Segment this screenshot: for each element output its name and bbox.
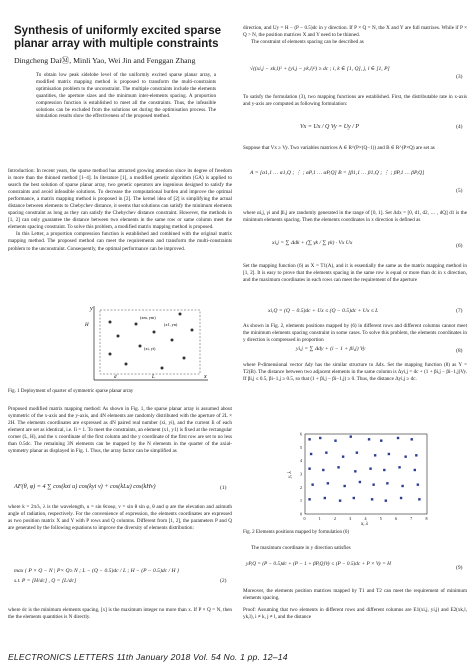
right-paragraph-10: Moreover, the elements position matrices mapped by T1 and T2 can meet the requirement of minimum elements spacing. (243, 588, 467, 602)
fig2-xtick: 5 (379, 516, 382, 521)
fig2-point (385, 499, 387, 501)
equation-9: yP,Q = (P − 0.5)dc + (P − 1 + βP,Q)Vy ≤ (P − 0.5)dc + P × Vy = H (246, 561, 392, 567)
fig2-point (308, 498, 310, 500)
fig2-xtick: 6 (395, 516, 397, 521)
right-paragraph-7: As shown in Fig. 2, elements positions mapped by (6) in different rows and different columns cannot meet the minimum elements spacing constraint in some cases. To solve this problem, the elements coordinates in y direction is compressed in proportion (243, 323, 467, 344)
fig2-xtick: 1 (318, 516, 321, 521)
fig2-point (311, 483, 313, 485)
right-paragraph-5: where αi,j, γi and βi,j are randomly generated in the range of [0, 1]. Set Δdx = [0, d1, d2, … , dQ] d1 is the minimum elements spacing. Then the elements coordinates in x direction is defined as (243, 210, 467, 224)
equation-4-number: (4) (456, 124, 463, 130)
fig2-point (308, 438, 310, 440)
equation-6: xi,j = ∑ Δdk + (∑ γk / ∑ γk) · Vx Ux (272, 240, 353, 246)
right-paragraph-11: Proof: Assuming that two elements in different rows and different columns are E1(xi,j, yi,j) and E2(xk,l, yk,l), i ≠ k, j ≠ l, and the distance (243, 607, 467, 621)
fig2-point (383, 469, 385, 471)
equation-9-number: (9) (456, 565, 463, 571)
fig2-point (418, 498, 420, 500)
fig2-point (400, 497, 402, 499)
figure-2-caption: Fig. 2 Elements positions mapped by formulation (6) (243, 530, 350, 535)
fig2-ytick: 5 (300, 444, 302, 450)
fig2-ytick: 3 (300, 471, 302, 477)
equation-8-number: (8) (456, 348, 463, 354)
fig2-point (404, 455, 406, 457)
fig2-ytick: 0 (300, 511, 302, 517)
right-paragraph-4: Suppose that Vx ≥ Vy. Two variables matrices A ∈ R^(P×(Q−1)) and B ∈ R^(P×Q) are set as (243, 145, 435, 151)
fig2-point (354, 470, 356, 472)
fig2-point (342, 455, 344, 457)
equation-4: Vx = Ux / Q Vy = Uy / P (300, 124, 360, 130)
fig1-l-label: L (152, 375, 155, 380)
fig1-x-label: x (204, 374, 207, 380)
fig2-xtick: 3 (349, 516, 352, 521)
equation-7-number: (7) (456, 308, 463, 314)
figure-1-caption: Fig. 1 Deployment of quarter of symmetric sparse planar array (8, 389, 134, 394)
fig2-point (368, 438, 370, 440)
paper-title: Synthesis of uniformly excited sparse planar array with multiple constraints (14, 25, 222, 50)
equation-3: √((xi,j − xk,l)² + (yi,j − yk,l)²) ≥ dc ; i, k ∈ [1, Q], j, l ∈ [1, P] (250, 66, 390, 72)
fig1-label-1: (xm, ym) (140, 315, 156, 320)
fig2-ytick: 2 (300, 484, 302, 490)
right-paragraph-2: The constraint of elements spacing can be described as (251, 39, 364, 46)
fig2-ytick: 4 (300, 458, 302, 464)
fig2-point (411, 438, 413, 440)
fig2-point (369, 467, 371, 469)
right-paragraph-8: where P-dimensional vector Δdy has the similar structure to Δdx. Set the mapping function (8) as Y = T2(B). The distance between two adjacent elements in the same column is Δyi,j = dc + (1 + βi,j − βi−1,j)Vy. If βi,j ≤ 0.5, βi−1,j ≥ 0.5, so that (1 + βi,j − βi−1,j) ≥ 0. Thus, the distance Δyi,j ≥ dc. (243, 362, 467, 383)
fig2-x-label: x, λ (361, 522, 368, 526)
after-eq2-paragraph: where dc is the minimum elements spacing, [x] is the maximum integer no more than x. If P × Q = N, then the the elements quantities is N directly. (8, 607, 232, 621)
fig2-point (386, 482, 388, 484)
fig2-point (325, 451, 327, 453)
fig2-point (319, 437, 321, 439)
fig1-label-3: (xi, yi) (144, 346, 156, 351)
right-paragraph-9: The maximum coordinate in y direction satisfies (251, 545, 351, 551)
fig2-point (374, 454, 376, 456)
fig2-ytick: 6 (300, 431, 302, 437)
intro-paragraph: Introduction: In recent years, the sparse method has attracted growing attention since its degree of freedom is more than the thinned method [1–4]. In literature [1], a modified genetic algorithm (GA) is applied to search the best solution of sparse planar array, two genetic operators are ingenious designed to satisfy the constraints and avoid infeasible solutions. To decrease the computational burden and improve the optimal performance, a matrix mapping method is proposed in [2]. The kernel idea of [2] is simplifying the actual distance between elements to Chebychev distance, it seems that solutions can satisfy the minimum elements spacing constraint as long as they can satisfy the Chebychev distance constraint. However, the methods in [1, 2] can only guarantee the distance between two elements in the same row or same column meet the elements spacing constraint. To solve this problem, a modified matrix mapping method is proposed. (8, 168, 232, 231)
fig2-point (388, 453, 390, 455)
fig2-point (308, 467, 310, 469)
equation-2-number: (2) (220, 578, 227, 584)
fig1-d-label: d (114, 375, 117, 380)
fig2-point (414, 469, 416, 471)
fig2-point (371, 498, 373, 500)
equation-5: A = [α1,1 … α1,Q ; ⋮ ; αP,1 … αP,Q] B = [β1,1 … β1,Q ; ⋮ ; βP,1 … βP,Q] (250, 170, 425, 176)
fig2-point (324, 497, 326, 499)
fig2-xtick: 2 (334, 516, 336, 521)
fig2-point (327, 482, 329, 484)
equation-2-constraint: s.t. P = [H/dc] , Q = [L/dc] (14, 578, 77, 584)
method-paragraph: Proposed modified matrix mapping method: As shown in Fig. 1, the sparse planar array is assumed about symmetric of the x-axis and the y-axis, and 4N elements are randomly distributed with the aperture of 2L × 2H. The elements coordinates are expressed as 4N paired real number (xi, yi), and the current Ii of each element are set as identical, i.e. Ii = 1. To meet the constraints, an element (x1, y1) is fixed at the rectangular corner (L, H), and the x coordinate of the first column and the y coordinate of the first row are set to no less than 0.5dc. The remaining 3N elements can be mapped by the N elements in the quarter of the axial-symmetry planar as displayed in Fig. 1. Thus, the array factor can be simplified as (8, 406, 232, 455)
figure-1 (80, 302, 210, 384)
fig2-y-label: y, λ (288, 471, 293, 478)
fig2-xtick: 4 (364, 516, 367, 521)
equation-7: xi,Q = (Q − 0.5)dc + Ux ≤ (Q − 0.5)dc + Ux ≤ L (268, 308, 379, 314)
fig2-point (401, 485, 403, 487)
equation-6-number: (6) (456, 243, 463, 249)
fig2-point (380, 439, 382, 441)
fig2-point (310, 453, 312, 455)
fig2-point (398, 466, 400, 468)
right-paragraph-6: Set the mapping function (6) as X = T1(A), and it is essentially the same as the matrix mapping method in [1, 2]. It is easy to prove that the elements spacing in the same row is equal or more than dc in x direction, and the maximum coordinates in each rows can meet the requirement of the aperture (243, 263, 467, 284)
fig1-label-2: (x1, yn) (164, 322, 178, 327)
equation-1: AF(θ, φ) = 4 ∑ cos(kxi u) cos(kyi v) + cos(kLu) cos(kHv) (14, 483, 156, 490)
figure-2 (285, 430, 435, 526)
fig2-point (356, 451, 358, 453)
fig2-point (353, 497, 355, 499)
fig2-ytick: 1 (300, 498, 302, 504)
equation-5-number: (5) (456, 188, 463, 194)
equation-2: max { P × Q − N | P× Q≥ N ; L − (Q − 0.5)dc / L ; H − (P − 0.5)dc / H } (14, 568, 180, 574)
equation-1-number: (1) (220, 485, 227, 491)
fig2-xtick: 0 (303, 516, 306, 521)
fig2-point (397, 437, 399, 439)
fig2-point (372, 483, 374, 485)
authors: Dingcheng DaiⓂ, Minli Yao, Wei Jin and Fenggan Zhang (14, 56, 196, 65)
fig2-point (322, 469, 324, 471)
equation-3-number: (3) (456, 74, 463, 80)
equation-8: yi,j = ∑ Δdy + (i − 1 + βi,j) Vy (296, 346, 366, 352)
intro-paragraph-2: In this Letter, a proportion compression function is established and combined with the original matrix mapping method. The proposed method can meet the requirements and transform the multi-constraints problem to the unconstraint. Consequently, the optimal performance can be improved. (8, 231, 232, 252)
fig2-point (334, 439, 336, 441)
fig2-xtick: 7 (410, 516, 413, 521)
fig1-y-label: y (90, 306, 93, 312)
journal-footer: ELECTRONICS LETTERS 11th January 2018 Vol. 54 No. 1 pp. 12–14 (8, 652, 288, 662)
fig2-point (415, 454, 417, 456)
fig2-xtick: 8 (425, 516, 428, 521)
abstract: To obtain low peak sidelobe level of the uniformly excited sparse planar array, a modified matrix mapping method is proposed to transform the multi-constraints optimisation problem to the unconstraint. The multiple constraints include the elements quantities, the aperture sizes and the minimum inter-elements spacing. A proportion compression function is established to meet all the constraints. Thus, the infeasible solutions can be excluded from the solutions set during the optimisation process. The simulation results show the effectiveness of the proposed method. (36, 72, 216, 120)
fig2-point (417, 483, 419, 485)
after-eq1-paragraph: where k = 2π/λ, λ is the wavelength, u = sin θcosφ, v = sin θ sin φ, θ and φ are the elevation and azimuth angle of radiation, respectively. For the convenience of expression, the elements coordinates are expressed as two position matrix X and Y with P rows and Q columns. Different from [1, 2], the parameters P and Q are generated by the following equations to improve the diversity of elements distribution: (8, 504, 232, 532)
fig2-point (359, 481, 361, 483)
fig2-point (337, 466, 339, 468)
fig2-point (339, 499, 341, 501)
right-paragraph-3: To satisfy the formulation (3), two mapping functions are established. First, the distributable rate in x-axis and y-axis are computed as following formulation: (243, 94, 467, 108)
fig2-point (350, 435, 352, 437)
fig2-point (343, 485, 345, 487)
fig1-h-label: H (85, 323, 89, 328)
right-paragraph-1: direction, and Uy = H − (P − 0.5)dc in y direction. If P × Q = N, the X and Y are full matrixes. While if P × Q > N, the position matrices X and Y need to be thinned. (243, 25, 467, 39)
